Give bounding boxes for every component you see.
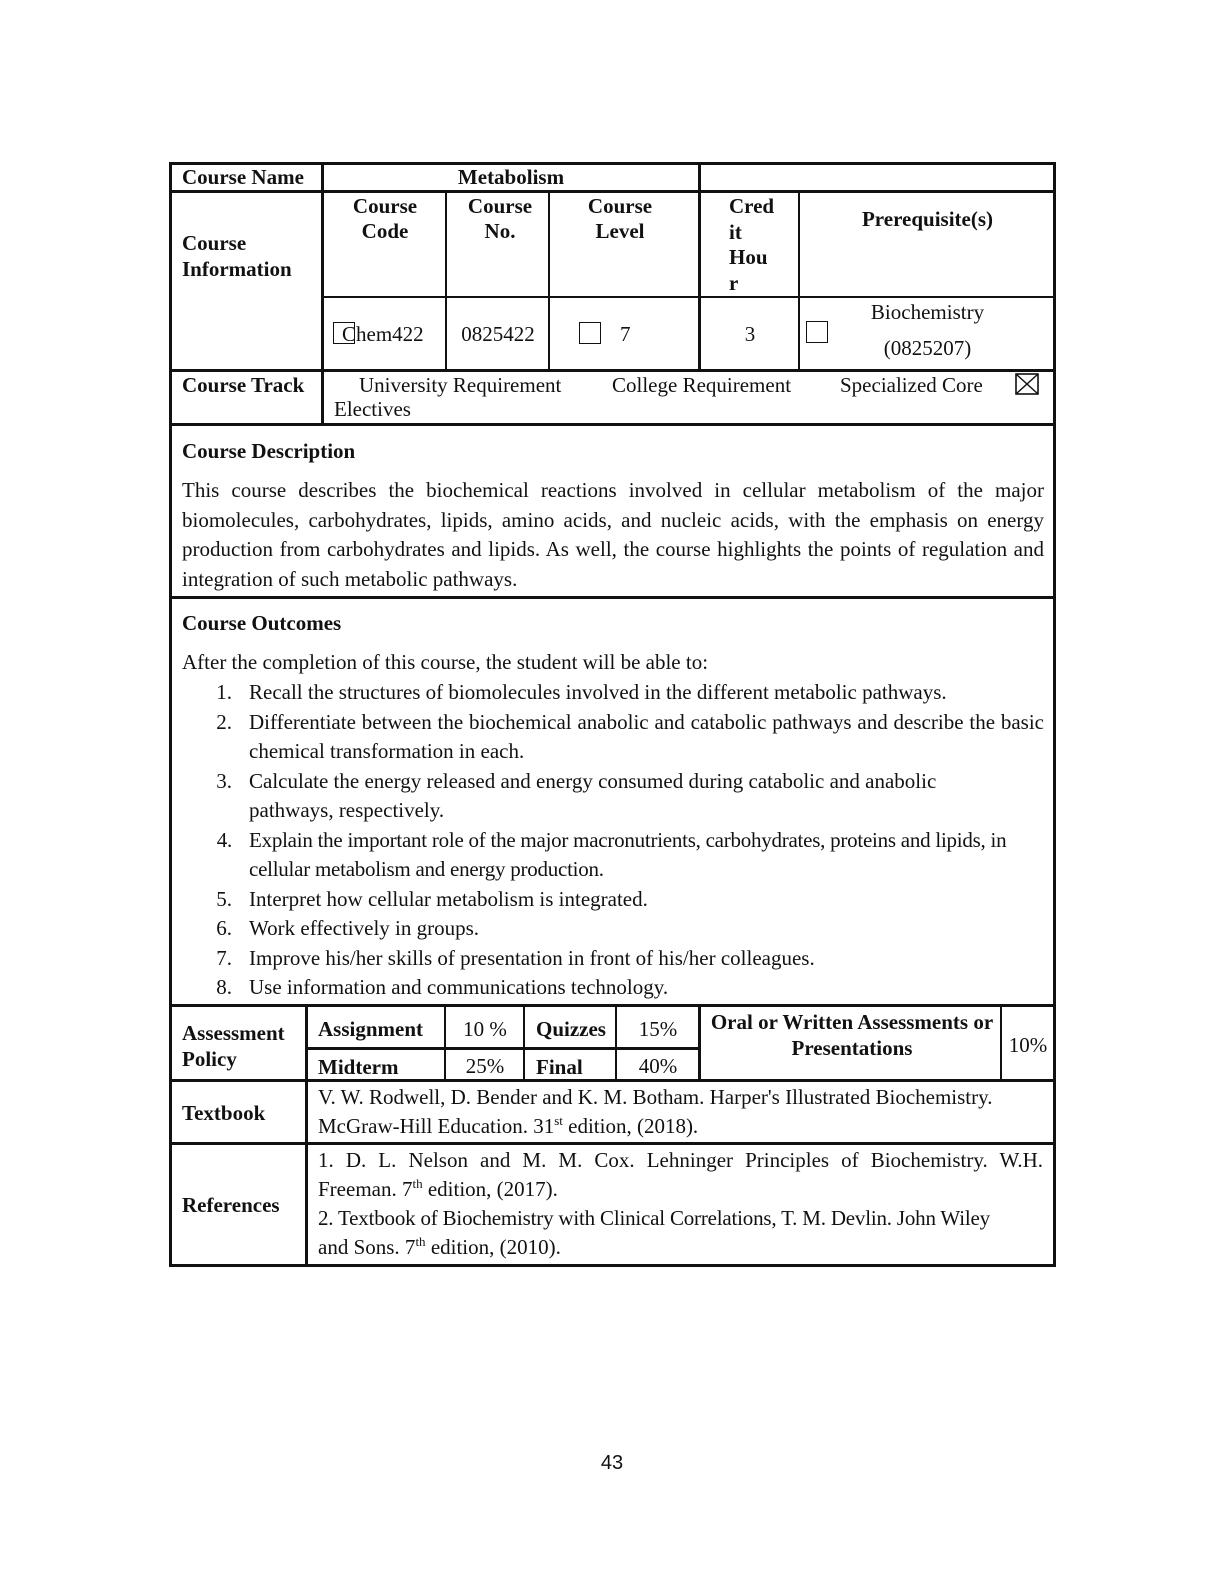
prerequisite-code: (0825207)	[883, 336, 972, 360]
credit-hour-value: 3	[744, 322, 756, 346]
list-item: 2. Differentiate between the biochemical anabolic and catabolic pathways and describe the basic chemical transformation in each.	[216, 709, 1044, 763]
oral-written-assessments-label: Oral or Written Assessments or Presentations	[710, 1010, 994, 1060]
course-outcomes-intro: After the completion of this course, the student will be able to:	[182, 650, 709, 674]
prerequisite-name: Biochemistry	[870, 300, 985, 324]
reference-1-line-1: 1. D. L. Nelson and M. M. Cox. Lehninger Principles of Biochemistry. W.H.	[318, 1148, 1043, 1172]
course-code-header: Course Code	[352, 194, 418, 243]
course-no-value: 0825422	[461, 322, 535, 346]
course-description-text: This course describes the biochemical reactions involved in cellular metabolism of the major biomolecules, carbohydrates, lipids, amino acids, and nucleic acids, with the emphasis on energy production from carbohydrates and lipids. As well, the course highlights the points of regulation and integration of such metabolic pathways.	[182, 478, 1044, 591]
track-university-requirement: University Requirement	[359, 373, 562, 397]
course-name-value: Metabolism	[457, 165, 565, 189]
course-level-checkbox[interactable]	[579, 322, 601, 344]
track-specialized-core: Specialized Core	[840, 373, 983, 397]
prerequisites-header: Prerequisite(s)	[861, 207, 994, 231]
course-level-header: Course Level	[587, 194, 653, 243]
track-electives: Electives	[334, 397, 411, 421]
course-level-value: 7	[620, 322, 631, 346]
track-college-requirement: College Requirement	[612, 373, 792, 397]
reference-1-line-2: Freeman. 7th edition, (2017).	[318, 1176, 558, 1201]
final-value: 40%	[638, 1054, 678, 1078]
course-outcomes-list	[212, 678, 1044, 1003]
list-item: 8. Use information and communications technology.	[216, 975, 669, 999]
textbook-label: Textbook	[182, 1101, 266, 1125]
reference-2-line-1: 2. Textbook of Biochemistry with Clinical Correlations, T. M. Devlin. John Wiley	[318, 1206, 990, 1230]
midterm-label: Midterm	[318, 1055, 399, 1079]
course-no-header: Course No.	[467, 194, 533, 243]
final-label: Final	[536, 1055, 583, 1079]
assessment-policy-label: Assessment Policy	[182, 1021, 285, 1071]
assignment-label: Assignment	[318, 1017, 424, 1041]
course-name-label: Course Name	[182, 165, 304, 189]
list-item: 3. Calculate the energy released and energy consumed during catabolic and anabolic pathways, respectively.	[216, 768, 937, 822]
list-item: 7. Improve his/her skills of presentation in front of his/her colleagues.	[216, 945, 815, 970]
midterm-value: 25%	[465, 1054, 505, 1078]
credit-hour-header: Cred it Hou r	[729, 194, 775, 295]
list-item: 1. Recall the structures of biomolecules involved in the different metabolic pathways.	[216, 680, 947, 704]
course-track-label: Course Track	[182, 373, 305, 397]
course-description-heading: Course Description	[182, 439, 356, 463]
reference-2-line-2: and Sons. 7th edition, (2010).	[318, 1234, 561, 1259]
course-information-label: Course Information	[182, 231, 292, 281]
course-code-value: Chem422	[342, 322, 424, 346]
assignment-value: 10 %	[463, 1017, 507, 1041]
quizzes-label: Quizzes	[536, 1017, 606, 1041]
references-label: References	[182, 1193, 280, 1217]
quizzes-value: 15%	[638, 1017, 678, 1041]
list-item: 5. Interpret how cellular metabolism is integrated.	[216, 886, 648, 911]
specialized-core-checked-checkbox[interactable]	[1015, 373, 1039, 395]
oral-written-assessments-value: 10%	[1008, 1033, 1048, 1057]
course-outcomes-heading: Course Outcomes	[182, 611, 342, 635]
textbook-line-2: McGraw-Hill Education. 31st edition, (2018).	[318, 1113, 699, 1138]
list-item: 6. Work effectively in groups.	[216, 916, 480, 940]
list-item: 4. Explain the important role of the major macronutrients, carbohydrates, proteins and lipids, in cellular metabolism and energy production.	[216, 827, 1007, 881]
page-number: 43	[600, 1452, 624, 1474]
textbook-line-1: V. W. Rodwell, D. Bender and K. M. Botham. Harper's Illustrated Biochemistry.	[318, 1085, 993, 1109]
